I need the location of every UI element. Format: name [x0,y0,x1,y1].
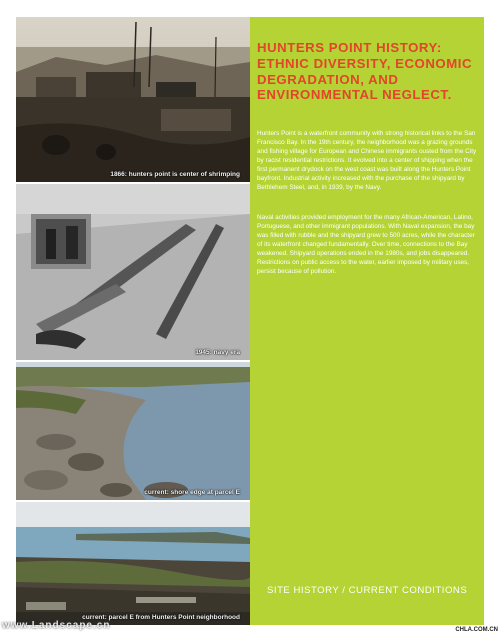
photo-column [16,17,250,625]
photo-shore-caption: current: shore edge at parcel E [144,489,240,496]
watermark-right: CHLA.COM.CN [455,627,498,633]
photo-1866-caption: 1866: hunters point is center of shrimping [110,171,240,178]
history-paragraph-2: Naval activities provided employment for the many African-American, Latino, Portuguese, and other immigrant populations. With Naval expansion, the bay was filled with rubble and the shipyard grew to 500 acres, while the character of its waterfront changed fundamentally. Over time, connections to the Bay weakened. Shipyard operations ended in the 1980s, and jobs disappeared. Restrictions on public access to the water, earlier imposed by military uses, persist because of pollution. [257,214,475,275]
photo-1945-navy [16,184,250,360]
photo-parcel-image [16,502,250,625]
photo-1866-image [16,17,250,182]
photo-1866-shrimping [16,17,250,182]
photo-parcel-caption: current: parcel E from Hunters Point neighborhood [82,614,240,621]
photo-shore-edge [16,362,250,500]
history-paragraph-1: Hunters Point is a waterfront community with strong historical links to the San Francisco Bay. In the 19th century, the neighborhood was a grazing grounds and fishing village for European and Chinese immigrants ousted from the City by racist residential restrictions. It evolved into a center of shipping when the first permanent drydock on the west coast was built along the Hunters Point bayfront. Industrial activity increased with the purchase of the shipyard by Bethlehem Steel, and, in 1939, by the Navy. [257,130,477,191]
photo-1945-image [16,184,250,360]
watermark-left: www.Landscape.cn [2,620,111,631]
panel-title: HUNTERS POINT HISTORY: ETHNIC DIVERSITY, ECONOMIC DEGRADATION, AND ENVIRONMENTAL NEGLECT. [257,40,473,103]
photo-parcel-e [16,502,250,625]
history-text-panel [250,17,484,625]
photo-1945-caption: 1945: navy era [195,349,240,356]
section-footer-label: SITE HISTORY / CURRENT CONDITIONS [267,585,468,596]
photo-shore-image [16,362,250,500]
